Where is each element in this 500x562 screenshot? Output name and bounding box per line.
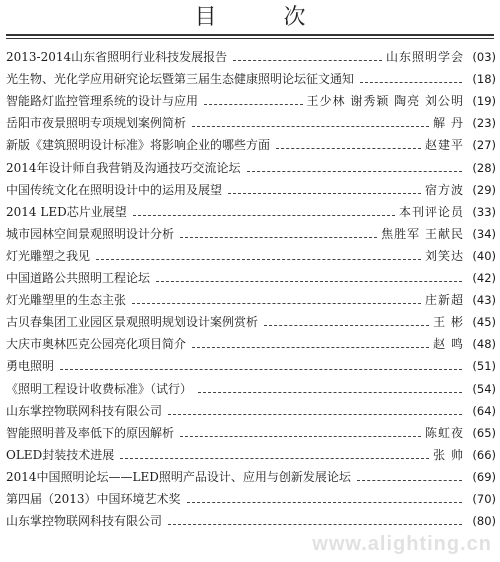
toc-entry-title: 岳阳市夜景照明专项规划案例简析 xyxy=(6,116,187,131)
toc-leader-dashes xyxy=(120,458,429,459)
toc-leader-dashes xyxy=(204,104,303,105)
toc-leader-dashes xyxy=(168,414,462,415)
toc-entry-author: 解 丹 xyxy=(433,116,464,131)
toc-entry-page: (69) xyxy=(472,469,496,484)
toc-leader-dashes xyxy=(198,392,462,393)
toc-entry[interactable] xyxy=(6,307,496,329)
toc-entry[interactable] xyxy=(6,86,496,108)
toc-leader-dashes xyxy=(133,215,395,216)
toc-entry-title: 灯光雕塑之我见 xyxy=(6,248,91,263)
toc-entry-page: (70) xyxy=(472,491,496,506)
toc-entry-page: (43) xyxy=(472,293,496,308)
toc-entry-author: 赵建平 xyxy=(424,138,464,153)
toc-leader-dashes xyxy=(360,82,462,83)
toc-entry-title: 智能路灯监控管理系统的设计与应用 xyxy=(6,94,199,109)
toc-entry[interactable] xyxy=(6,484,496,506)
toc-entry-page: (65) xyxy=(472,425,496,440)
toc-entry[interactable] xyxy=(6,175,496,197)
toc-entry[interactable] xyxy=(6,285,496,307)
toc-entry-title: 中国传统文化在照明设计中的运用及展望 xyxy=(6,182,223,197)
toc-entry-page: (64) xyxy=(472,403,496,418)
toc-entry-author: 刘笑达 xyxy=(424,248,464,263)
title-rule-thin xyxy=(6,38,494,39)
toc-entry-title: 勇电照明 xyxy=(6,359,55,374)
toc-entry[interactable] xyxy=(6,351,496,373)
toc-entry[interactable] xyxy=(6,440,496,462)
toc-entry-title: 新版《建筑照明设计标准》将影响企业的哪些方面 xyxy=(6,138,271,153)
toc-entry-title: 山东掌控物联网科技有限公司 xyxy=(6,403,163,418)
toc-leader-dashes xyxy=(264,325,429,326)
toc-leader-dashes xyxy=(180,436,421,437)
toc-entry-title: OLED封装技术进展 xyxy=(6,447,115,462)
toc-entry-author: 王少林 谢秀颖 陶亮 刘公明 xyxy=(306,94,464,109)
toc-entry-page: (42) xyxy=(472,271,496,286)
toc-leader-dashes xyxy=(60,369,462,370)
toc-leader-dashes xyxy=(96,259,421,260)
toc-entry-author: 王 彬 xyxy=(433,315,464,330)
toc-entry-author: 陈虹夜 xyxy=(424,425,464,440)
toc-entry-title: 2014年设计师自我营销及沟通技巧交流论坛 xyxy=(6,160,241,175)
toc-entry[interactable] xyxy=(6,506,496,528)
toc-leader-dashes xyxy=(192,126,429,127)
title-rule-thick xyxy=(6,34,494,36)
toc-entry-author: 山东照明学会 xyxy=(385,50,464,65)
toc-entry[interactable] xyxy=(6,152,496,174)
toc-entry-title: 2014中国照明论坛——LED照明产品设计、应用与创新发展论坛 xyxy=(6,469,351,484)
toc-entry-page: (33) xyxy=(472,204,496,219)
toc-entry-page: (48) xyxy=(472,337,496,352)
toc-leader-dashes xyxy=(168,524,462,525)
toc-entry-author: 本刊评论员 xyxy=(398,204,464,219)
toc-entry-title: 古贝春集团工业园区景观照明规划设计案例赏析 xyxy=(6,315,259,330)
toc-entry-title: 《照明工程设计收费标准》（试行） xyxy=(6,381,193,396)
toc-leader-dashes xyxy=(156,281,462,282)
toc-leader-dashes xyxy=(357,480,462,481)
toc-entry-title: 山东掌控物联网科技有限公司 xyxy=(6,514,163,529)
toc-entry-title: 中国道路公共照明工程论坛 xyxy=(6,271,151,286)
toc-entry-author: 张 帅 xyxy=(433,447,464,462)
toc-entry-author: 赵 鸣 xyxy=(433,337,464,352)
toc-leader-dashes xyxy=(187,502,462,503)
toc-entry-title: 智能照明普及率低下的原因解析 xyxy=(6,425,175,440)
toc-entry-page: (40) xyxy=(472,248,496,263)
toc-entry[interactable] xyxy=(6,263,496,285)
toc-leader-dashes xyxy=(228,193,421,194)
toc-entry-title: 2013-2014山东省照明行业科技发展报告 xyxy=(6,50,228,65)
toc-entry-page: (45) xyxy=(472,315,496,330)
toc-entry-title: 第四届（2013）中国环境艺术奖 xyxy=(6,491,181,506)
toc-entry-page: (19) xyxy=(472,94,496,109)
toc-entry-page: (51) xyxy=(472,359,496,374)
toc-entry[interactable] xyxy=(6,219,496,241)
toc-entry-page: (23) xyxy=(472,116,496,131)
toc-entry-title: 2014 LED芯片业展望 xyxy=(6,204,127,219)
toc-entry-page: (34) xyxy=(472,226,496,241)
toc-entry[interactable] xyxy=(6,396,496,418)
toc-entry[interactable] xyxy=(6,373,496,395)
toc-entry[interactable] xyxy=(6,329,496,351)
toc-entry-page: (27) xyxy=(472,138,496,153)
toc-entry[interactable] xyxy=(6,197,496,219)
toc-entry-title: 光生物、光化学应用研究论坛暨第三届生态健康照明论坛征文通知 xyxy=(6,72,355,87)
toc-header xyxy=(0,4,500,32)
toc-entry-author: 宿方波 xyxy=(424,182,464,197)
toc-entry-page: (66) xyxy=(472,447,496,462)
toc-entry[interactable] xyxy=(6,241,496,263)
watermark: www.alighting.cn xyxy=(312,533,492,555)
toc-entry[interactable] xyxy=(6,64,496,86)
toc-leader-dashes xyxy=(132,303,421,304)
toc-leader-dashes xyxy=(276,148,421,149)
toc-leader-dashes xyxy=(233,60,382,61)
page-title: 目 次 xyxy=(194,5,336,30)
toc-list xyxy=(6,42,496,528)
toc-entry-title: 城市园林空间景观照明设计分析 xyxy=(6,226,175,241)
toc-entry-title: 灯光雕塑里的生态主张 xyxy=(6,293,127,308)
toc-entry-page: (29) xyxy=(472,182,496,197)
toc-entry-page: (80) xyxy=(472,514,496,529)
toc-entry[interactable] xyxy=(6,462,496,484)
toc-entry[interactable] xyxy=(6,418,496,440)
toc-leader-dashes xyxy=(247,171,462,172)
toc-entry-page: (54) xyxy=(472,381,496,396)
toc-entry-page: (18) xyxy=(472,72,496,87)
toc-entry[interactable] xyxy=(6,130,496,152)
toc-entry-author: 庄新超 xyxy=(424,293,464,308)
toc-entry-title: 大庆市奥林匹克公园亮化项目简介 xyxy=(6,337,187,352)
toc-leader-dashes xyxy=(180,237,377,238)
toc-entry-page: (03) xyxy=(472,50,496,65)
toc-entry-author: 焦胜军 王献民 xyxy=(381,226,464,241)
toc-entry[interactable] xyxy=(6,42,496,64)
toc-entry[interactable] xyxy=(6,108,496,130)
toc-leader-dashes xyxy=(192,347,429,348)
toc-entry-page: (28) xyxy=(472,160,496,175)
